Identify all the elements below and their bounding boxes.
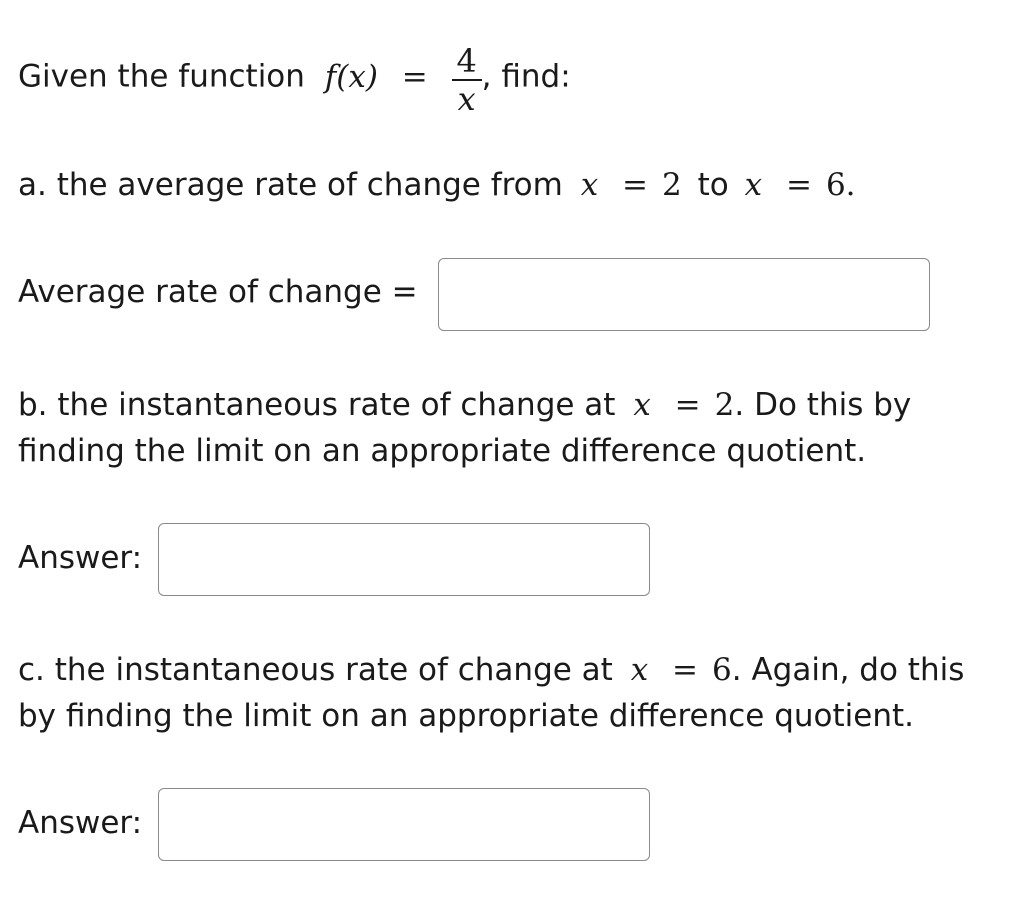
part-b-var: x: [633, 387, 651, 423]
part-a-var1: x: [580, 167, 599, 203]
part-b-text: b. the instantaneous rate of change at: [18, 387, 616, 423]
part-b-line2: finding the limit on an appropriate difference quotient.: [18, 433, 867, 469]
part-a-val1: 2: [662, 167, 682, 203]
part-a-text: a. the average rate of change from: [18, 167, 563, 203]
part-a-eq2: =: [785, 167, 812, 203]
part-a-to: to: [697, 167, 729, 203]
instantaneous-rate-x6-input[interactable]: [158, 788, 650, 861]
fraction-denominator: x: [457, 79, 476, 118]
part-c-eq: =: [672, 652, 699, 688]
part-c-val: 6: [712, 652, 732, 688]
part-a-var2: x: [744, 167, 763, 203]
average-rate-input[interactable]: [438, 258, 930, 331]
part-b-rest1: . Do this by: [734, 387, 912, 423]
part-a-eq1: =: [622, 167, 649, 203]
fraction-numerator: 4: [456, 42, 477, 80]
answer-b-label: Answer:: [18, 540, 143, 576]
instantaneous-rate-x2-input[interactable]: [158, 523, 650, 596]
part-c-question: [18, 647, 1013, 739]
answer-c-label: Answer:: [18, 805, 143, 841]
part-a-period: .: [845, 167, 856, 203]
part-c-line2: by finding the limit on an appropriate difference quotient.: [18, 698, 915, 734]
equals-sign: =: [401, 58, 428, 95]
fraction: [452, 42, 482, 118]
part-b-val: 2: [714, 387, 735, 423]
part-c-rest1: . Again, do this: [731, 652, 965, 688]
intro-text: Given the function: [18, 58, 305, 95]
function-name: f(x): [324, 58, 378, 95]
part-c-text: c. the instantaneous rate of change at: [18, 652, 613, 688]
part-a-val2: 6: [825, 167, 846, 203]
answer-a-label: Average rate of change =: [18, 274, 418, 310]
problem-statement: [18, 42, 571, 118]
part-b-question: [18, 382, 1013, 474]
part-b-eq: =: [674, 387, 701, 423]
intro-suffix: , find:: [481, 58, 571, 95]
part-c-var: x: [630, 652, 649, 688]
part-a-question: [18, 167, 856, 203]
